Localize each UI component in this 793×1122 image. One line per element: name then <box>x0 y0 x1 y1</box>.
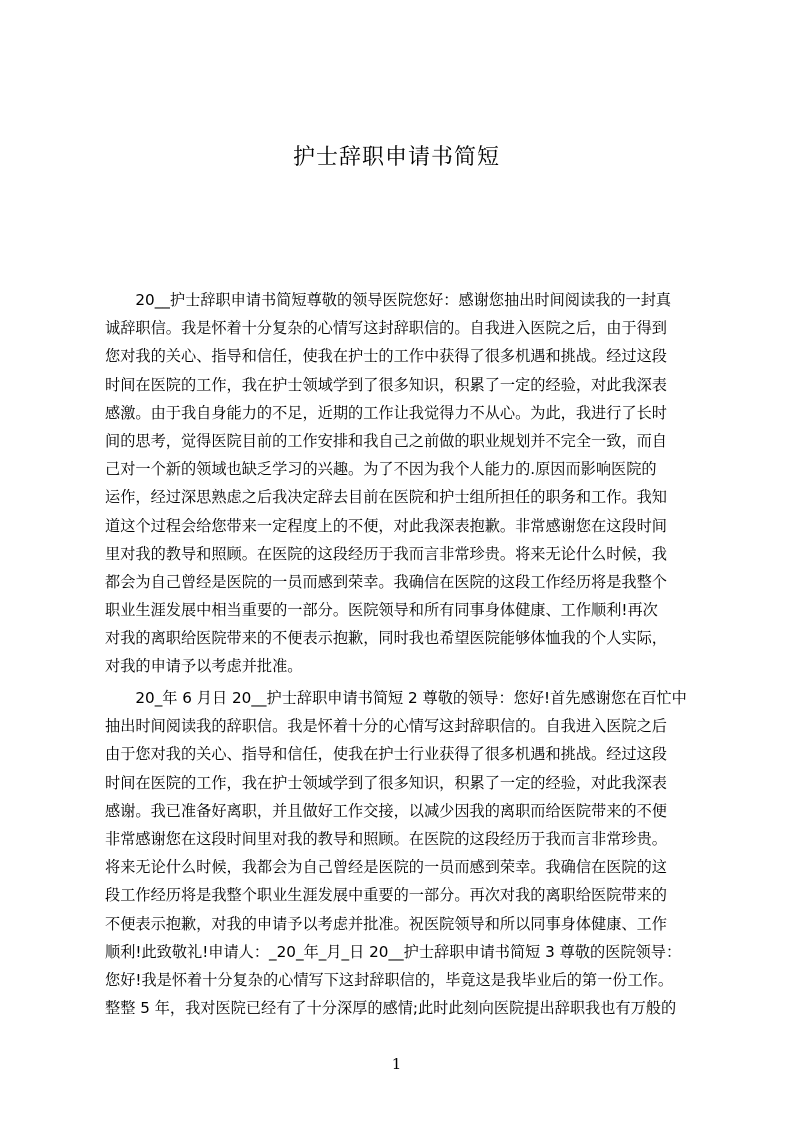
text-line: 运作，经过深思熟虑之后我决定辞去目前在医院和护士组所担任的职务和工作。我知 <box>105 488 667 507</box>
text-line: 己对一个新的领域也缺乏学习的兴趣。为了不因为我个人能力的.原因而影响医院的 <box>105 460 657 479</box>
text-line: 时间在医院的工作，我在护士领域学到了很多知识，积累了一定的经验，对此我深表 <box>105 375 667 394</box>
text-line: 感激。由于我自身能力的不足，近期的工作让我觉得力不从心。为此，我进行了长时 <box>105 403 667 422</box>
text-line: 由于您对我的关心、指导和信任，使我在护士行业获得了很多机遇和挑战。经过这段 <box>105 745 667 764</box>
text-line: 对我的申请予以考虑并批准。 <box>105 657 303 676</box>
text-line: 整整 5 年，我对医院已经有了十分深厚的感情;此时此刻向医院提出辞职我也有万般的 <box>105 999 677 1018</box>
text-line: 不便表示抱歉，对我的申请予以考虑并批准。祝医院领导和所以同事身体健康、工作 <box>105 914 667 933</box>
document-title: 护士辞职申请书简短 <box>292 145 500 170</box>
text-line: 感谢。我已准备好离职，并且做好工作交接，以减少因我的离职而给医院带来的不便 <box>105 801 667 820</box>
text-line: 对我的离职给医院带来的不便表示抱歉，同时我也希望医院能够体恤我的个人实际， <box>105 629 667 648</box>
text-line: 20__护士辞职申请书简短尊敬的领导医院您好：感谢您抽出时间阅读我的一封真 <box>105 291 672 309</box>
text-line: 顺利!此致敬礼!申请人：_20_年_月_日 20__护士辞职申请书简短 3 尊敬的医院领导： <box>105 942 682 961</box>
page-number: 1 <box>391 1055 402 1073</box>
text-line: 都会为自己曾经是医院的一员而感到荣幸。我确信在医院的这段工作经历将是我整个 <box>105 572 667 591</box>
paragraph-1 <box>105 286 698 681</box>
text-line: 道这个过程会给您带来一定程度上的不便，对此我深表抱歉。非常感谢您在这段时间 <box>105 516 667 535</box>
text-line: 您对我的关心、指导和信任，使我在护士的工作中获得了很多机遇和挑战。经过这段 <box>105 347 667 366</box>
text-line: 间的思考，觉得医院目前的工作安排和我自己之前做的职业规划并不完全一致，而自 <box>105 431 667 450</box>
text-line: 诚辞职信。我是怀着十分复杂的心情写这封辞职信的。自我进入医院之后，由于得到 <box>105 319 667 338</box>
text-line: 段工作经历将是我整个职业生涯发展中重要的一部分。再次对我的离职给医院带来的 <box>105 886 667 905</box>
text-line: 抽出时间阅读我的辞职信。我是怀着十分的心情写这封辞职信的。自我进入医院之后 <box>105 717 667 736</box>
text-line: 您好!我是怀着十分复杂的心情写下这封辞职信的，毕竟这是我毕业后的第一份工作。 <box>105 970 674 989</box>
text-line: 将来无论什么时候，我都会为自己曾经是医院的一员而感到荣幸。我确信在医院的这 <box>105 858 667 877</box>
text-line: 职业生涯发展中相当重要的一部分。医院领导和所有同事身体健康、工作顺利!再次 <box>105 601 658 620</box>
text-line: 里对我的教导和照顾。在医院的这段经历于我而言非常珍贵。将来无论什么时候，我 <box>105 544 667 563</box>
text-line: 非常感谢您在这段时间里对我的教导和照顾。在医院的这段经历于我而言非常珍贵。 <box>105 829 667 848</box>
text-line: 时间在医院的工作，我在护士领域学到了很多知识，积累了一定的经验，对此我深表 <box>105 773 667 792</box>
text-line: 20_年 6 月日 20__护士辞职申请书简短 2 尊敬的领导：您好!首先感谢您在百忙中 <box>105 689 687 707</box>
paragraph-2 <box>105 684 698 1022</box>
